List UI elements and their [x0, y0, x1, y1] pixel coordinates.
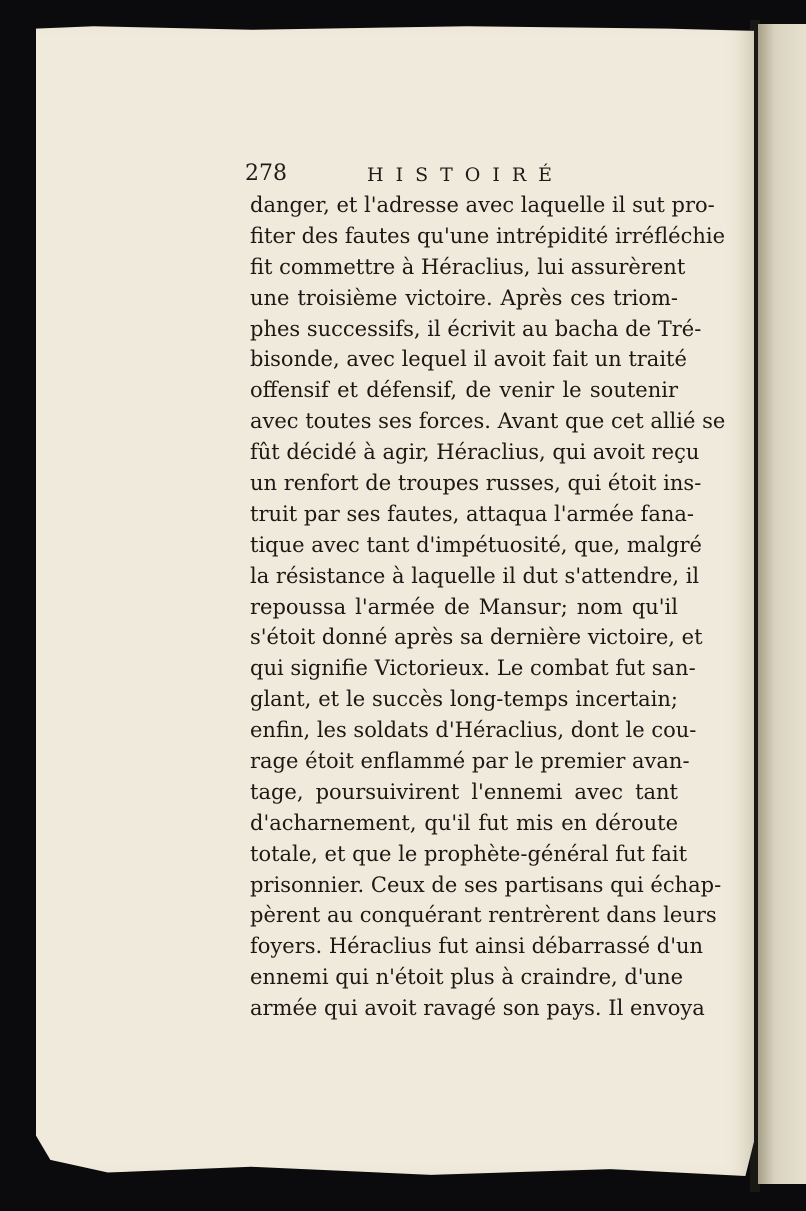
text-line: pèrent au conquérant rentrèrent dans leurs: [250, 903, 717, 928]
text-line: bisonde, avec lequel il avoit fait un traité: [250, 347, 687, 372]
text-line: foyers. Héraclius fut ainsi débarrassé d'un: [250, 934, 704, 959]
text-line: qui signifie Victorieux. Le combat fut san-: [250, 656, 696, 681]
text-line: avec toutes ses forces. Avant que cet allié se: [250, 409, 726, 434]
text-line: rage étoit enflammé par le premier avan-: [250, 749, 690, 774]
text-line: enfin, les soldats d'Héraclius, dont le cou-: [250, 718, 697, 743]
text-line: phes successifs, il écrivit au bacha de Tré-: [250, 316, 702, 341]
body-text: [250, 190, 726, 1024]
text-line: d'acharnement, qu'il fut mis en déroute: [250, 810, 678, 835]
text-line: totale, et que le prophète-général fut fait: [250, 841, 688, 866]
text-line: fût décidé à agir, Héraclius, qui avoit reçu: [250, 440, 700, 465]
text-line: truit par ses fautes, attaqua l'armée fana-: [250, 501, 694, 526]
text-line: s'étoit donné après sa dernière victoire, et: [250, 625, 703, 650]
text-line: la résistance à laquelle il dut s'attendre, il: [250, 563, 700, 588]
text-line: danger, et l'adresse avec laquelle il sut pro-: [250, 193, 715, 217]
text-line: ennemi qui n'étoit plus à craindre, d'une: [250, 965, 684, 990]
text-line: prisonnier. Ceux de ses partisans qui échap-: [250, 872, 722, 897]
running-head: HISTOIRÉ: [367, 164, 565, 186]
text-line: tage, poursuivirent l'ennemi avec tant: [250, 779, 678, 804]
text-line: une troisième victoire. Après ces triom-: [250, 285, 678, 310]
page-header: [245, 161, 575, 191]
text-line: tique avec tant d'impétuosité, que, malgré: [250, 532, 702, 557]
text-line: fiter des fautes qu'une intrépidité irréfléchie: [250, 223, 726, 248]
page-number: 278: [245, 161, 287, 186]
text-line: repoussa l'armée de Mansur; nom qu'il: [250, 594, 678, 619]
text-line: un renfort de troupes russes, qui étoit ins-: [250, 471, 702, 496]
text-line: fit commettre à Héraclius, lui assurèrent: [250, 254, 686, 279]
text-line: glant, et le succès long-temps incertain;: [250, 687, 678, 712]
text-line: offensif et défensif, de venir le soutenir: [250, 378, 678, 403]
text-line: armée qui avoit ravagé son pays. Il envoya: [250, 996, 705, 1021]
facing-page-edge: [758, 24, 806, 1184]
